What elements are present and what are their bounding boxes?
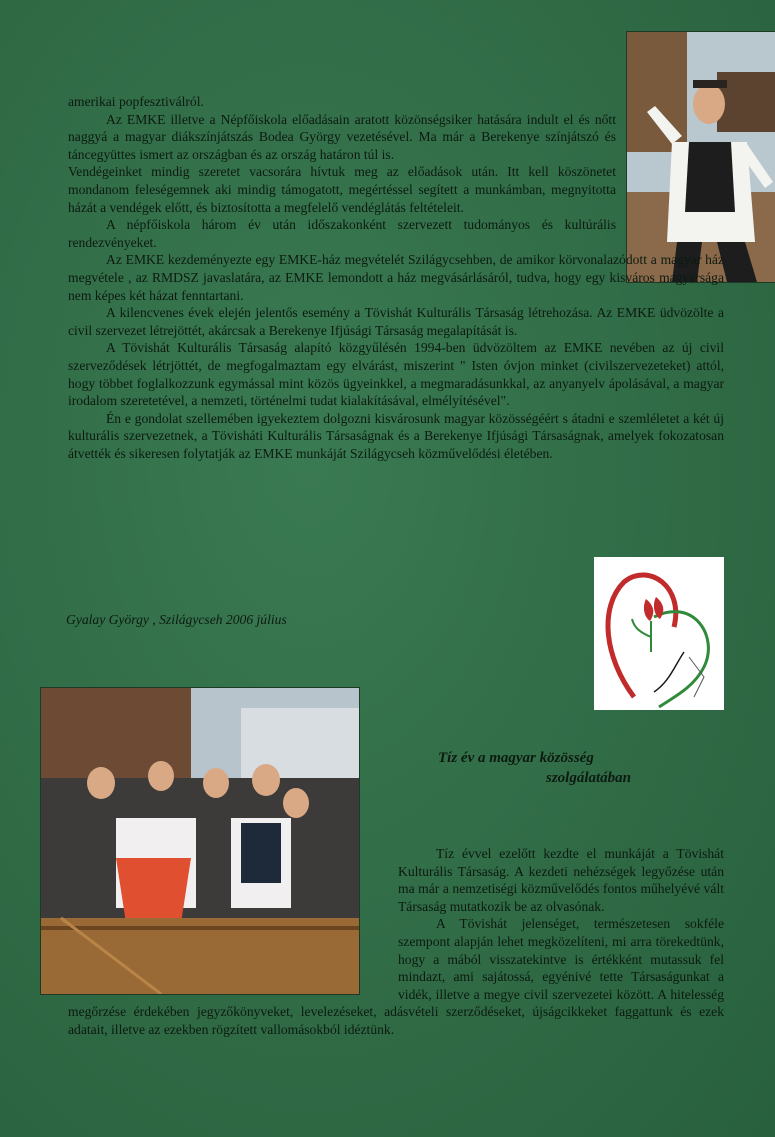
paragraph: A népfőiskola három év után időszakonként szervezett tudományos és kultúrális rendezvényeket. <box>68 217 616 250</box>
paragraph: Én e gondolat szellemében igyekeztem dolgozni kisvárosunk magyar közösségéért s átadni e szemléletet a két új kulturális szervezetnek, a Tövisháti Kulturális Társaságnak és a Berekenye Ifjúsági Társaságnak, amelyek fokozatosan átvették és sikeresen folytatják az EMKE munkáját Szilágycseh közművelődési életében. <box>68 410 724 461</box>
paragraph: Tíz évvel ezelőtt kezdte el munkáját a Tövishát Kulturális Társaság. A kezdeti nehézségek legyőzése után ma már a nemzetiségi közművelődés fontos műhelyévé vált Társaság mutatkozik be az olvasónak. <box>398 846 724 914</box>
paragraph: Az EMKE kezdeményezte egy EMKE-ház megvételét Szilágycsehben, de amikor körvonalazódott a magyar ház megvétele , az RMDSZ javaslatára, az EMKE lemondott a ház megvásárlásáról, tudva, hogy egy kisváros magyarsága nem képes két házat fenntartani. <box>68 252 724 303</box>
paragraph: Az EMKE illetve a Népfőiskola előadásain aratott közönségsiker hatására indult el és nőtt naggyá a magyar diákszínjátszás Bodea György vezetésével. Ma már a Berekenye színjátszó és táncegyüttes ismert az országban és az ország határon túl is. <box>68 111 616 162</box>
main-text <box>68 93 724 462</box>
signature: Gyalay György , Szilágycseh 2006 július <box>66 612 287 627</box>
paragraph: Vendégeinket mindig szeretet vacsorára hívtuk meg az előadások után. Itt kell köszönetet mondanom feleségemnek aki mindig támogatott, megértéssel segített a munkámban, megnyitotta házát a vendégek előtt, és biztosította a megfelelő vendéglátás feltételeit. <box>68 164 616 215</box>
society-logo <box>594 557 724 710</box>
paragraph: amerikai popfesztiválról. <box>68 94 204 109</box>
tulip-heart-logo-icon <box>594 557 724 710</box>
paragraph: A Tövishát jelenséget, természetesen sokféle szempont alapján lehet megközelíteni, mi arra törekedtünk, hogy a mából visszatekintve is értékként mutassuk fel mindazt, ami sajátossá, egyénivé tette Társaságunkat a vidék, illetve a megye civil szervezetei között. A hitelesség megőrzése érdekében jegyzőkönyveket, levelezéseket, adásvételi szerződéseket, újságcikkeket faggattunk és ezek adatait, illetve az ezekben rögzített vallomásokból idéztünk. <box>68 916 724 1037</box>
article-heading-line2: szolgálatában <box>546 770 632 786</box>
article-text <box>68 845 724 1039</box>
paragraph: A Tövishát Kulturális Társaság alapító közgyűlésén 1994-ben üdvözöltem az EMKE nevében az új civil szerveződések létrjöttét, de megfogalmaztam egy elvárást, miszerint " Isten óvjon minket (civilszervezeteket) attól, hogy többet foglalkozzunk egymással mint közös ügyeinkkel, a megmaradásunkkal, az anyanyelv ápolásával, a magyar irodalom szeretetével, a nemzeti, történelmi tudat kialakításával, elmélyítésével". <box>68 340 724 409</box>
article-heading <box>430 748 730 788</box>
article-heading-line1: Tíz év a magyar közösség <box>438 750 594 766</box>
paragraph: A kilencvenes évek elején jelentős esemény a Tövishát Kulturális Társaság létrehozása. Az EMKE üdvözölte a civil szervezet létrejöttét, akárcsak a Berekenye Ifjúsági Társaság megalapítását is. <box>68 305 724 338</box>
